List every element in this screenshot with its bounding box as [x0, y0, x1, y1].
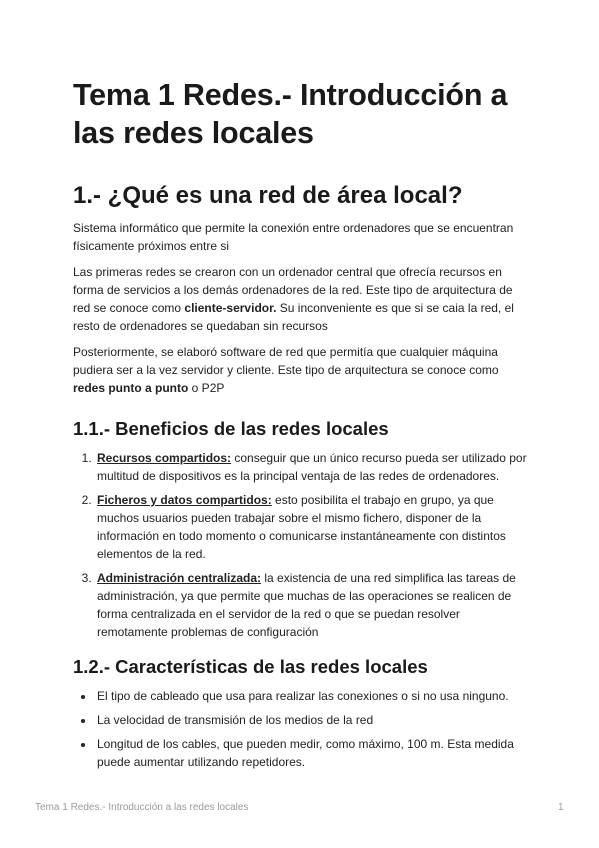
list-item-term: Recursos compartidos:	[97, 451, 232, 465]
footer-title: Tema 1 Redes.- Introducción a las redes locales	[35, 802, 249, 813]
section-heading-1-2: 1.2.- Características de las redes locales	[73, 656, 428, 677]
section1-paragraph-1: Sistema informático que permite la conexión entre ordenadores que se encuentran físicamente próximos entre si	[73, 221, 514, 253]
text-run: o P2P	[188, 381, 225, 395]
text-run: Posteriormente, se elaboró software de red que permitía que cualquier máquina pudiera ser a la vez servidor y cliente. Este tipo de arquitectura se conoce como	[73, 345, 499, 377]
text-run: Las primeras redes se crearon con un ordenador central que ofrecía recursos en forma de servicios a los demás ordenadores de la red. Este tipo de arquitectura de red se conoce como	[73, 265, 513, 315]
page-number: 1	[558, 802, 564, 813]
characteristics-list	[73, 687, 533, 771]
list-item-term: Administración centralizada:	[97, 571, 262, 585]
list-item: • El tipo de cableado que usa para realizar las conexiones o si no usa ninguno.	[95, 687, 533, 705]
benefits-list	[73, 449, 533, 641]
section-heading-1-1: 1.1.- Beneficios de las redes locales	[73, 418, 389, 439]
list-item-text: la existencia de una red simplifica las tareas de administración, ya que permite que muchas de las operaciones se realicen de forma centralizada en el servidor de la red o que se puedan resolver remotamente problemas de configuración	[97, 571, 516, 639]
list-item-term: Ficheros y datos compartidos:	[97, 493, 272, 507]
bold-term-client-server: cliente-servidor.	[184, 301, 277, 315]
list-item-text: conseguir que un único recurso pueda ser utilizado por multitud de dispositivos es la principal ventaja de las redes de ordenadores.	[97, 451, 527, 483]
list-item	[95, 449, 533, 485]
list-item	[95, 491, 533, 563]
section-heading-1: 1.- ¿Qué es una red de área local?	[73, 182, 463, 209]
section1-paragraph-2	[73, 263, 533, 335]
section1-paragraph-3	[73, 343, 533, 397]
document-title: Tema 1 Redes.- Introducción a las redes locales	[73, 78, 508, 150]
list-item: • La velocidad de transmisión de los medios de la red	[95, 711, 533, 729]
list-item: • Longitud de los cables, que pueden medir, como máximo, 100 m. Esta medida puede aumentar utilizando repetidores.	[95, 735, 533, 771]
bold-term-p2p: redes punto a punto	[73, 381, 189, 395]
text-run: Su inconveniente es que si se caia la red, el resto de ordenadores se quedaban sin recursos	[73, 301, 514, 333]
list-item-text: esto posibilita el trabajo en grupo, ya que muchos usuarios pueden trabajar sobre el mismo fichero, disponer de la información en todo momento o comunicarse instantáneamente con distintos elementos de la red.	[97, 493, 506, 561]
list-item	[95, 569, 533, 641]
document-page	[73, 76, 533, 777]
